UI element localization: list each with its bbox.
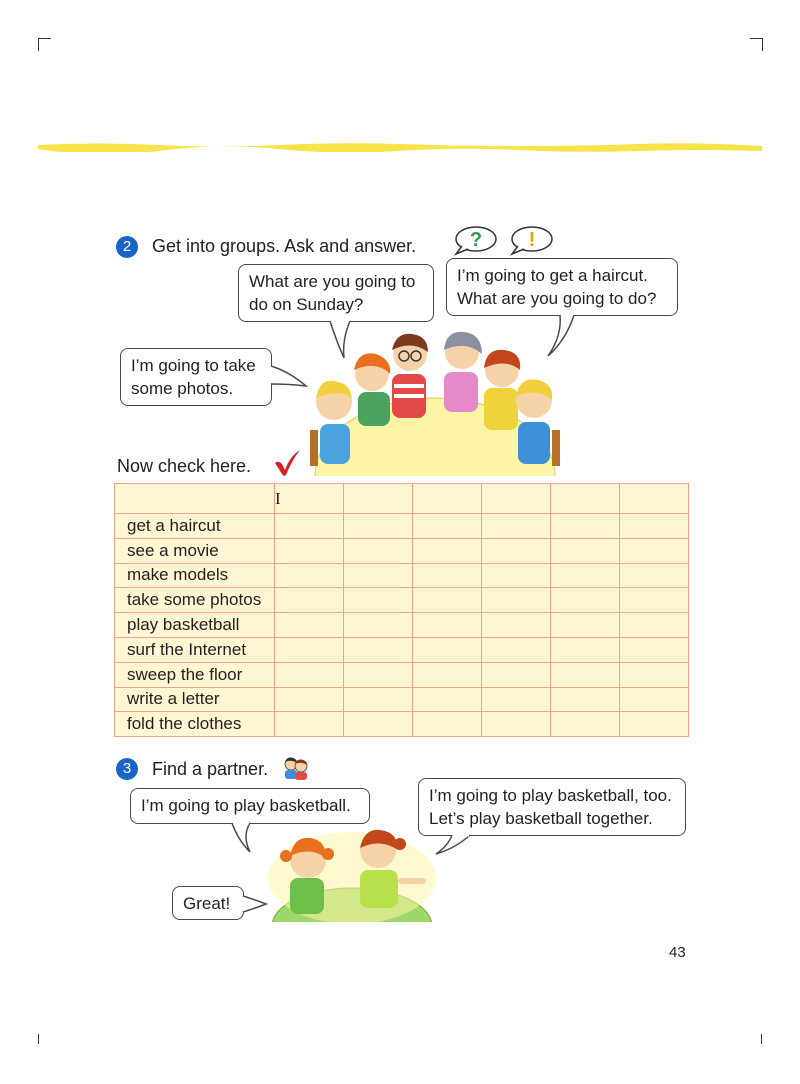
crop-mark-top-left: [38, 38, 51, 51]
check-cell[interactable]: [275, 687, 344, 712]
table-row: [115, 662, 689, 687]
speech-bubble-photos: I’m going to take some photos.: [120, 348, 272, 406]
table-header-cell: [482, 484, 551, 514]
table-header-cell: [620, 484, 689, 514]
activity-checklist-table: [114, 483, 689, 737]
check-cell[interactable]: [275, 563, 344, 588]
check-cell[interactable]: [413, 712, 482, 737]
activity-label: make models: [115, 563, 275, 588]
activity-label: write a letter: [115, 687, 275, 712]
header-stripe: [38, 140, 762, 152]
check-cell[interactable]: [344, 514, 413, 539]
table-row: [115, 588, 689, 613]
table-header-cell: [344, 484, 413, 514]
ask-answer-icons: [452, 224, 556, 258]
activity-label: take some photos: [115, 588, 275, 613]
check-cell[interactable]: [344, 687, 413, 712]
check-cell[interactable]: [344, 563, 413, 588]
check-cell[interactable]: [413, 588, 482, 613]
table-row: [115, 514, 689, 539]
crop-mark-bottom-right: [761, 1034, 762, 1044]
check-cell[interactable]: [620, 514, 689, 539]
activity-label: fold the clothes: [115, 712, 275, 737]
check-cell[interactable]: [344, 712, 413, 737]
group-kids-illustration: [300, 326, 570, 476]
question-bubble-icon: [456, 227, 496, 254]
exclamation-bubble-icon: [512, 227, 552, 254]
page-number: 43: [669, 944, 686, 961]
check-cell[interactable]: [551, 637, 620, 662]
section-2-instruction: Get into groups. Ask and answer.: [152, 236, 417, 256]
check-cell[interactable]: [482, 637, 551, 662]
check-cell[interactable]: [275, 613, 344, 638]
table-row: [115, 538, 689, 563]
svg-text:!: !: [528, 229, 536, 251]
checklist-prompt: Now check here.: [117, 456, 252, 476]
check-cell[interactable]: [344, 662, 413, 687]
check-cell[interactable]: [482, 662, 551, 687]
check-cell[interactable]: [413, 613, 482, 638]
check-cell[interactable]: [413, 662, 482, 687]
check-cell[interactable]: [413, 538, 482, 563]
check-cell[interactable]: [413, 563, 482, 588]
check-cell[interactable]: [620, 538, 689, 563]
activity-label: see a movie: [115, 538, 275, 563]
activity-label: play basketball: [115, 613, 275, 638]
check-cell[interactable]: [275, 637, 344, 662]
check-cell[interactable]: [620, 613, 689, 638]
speech-bubble-play-together: I’m going to play basketball, too. Let’s play basketball together.: [418, 778, 686, 836]
check-cell[interactable]: [482, 514, 551, 539]
activity-label: sweep the floor: [115, 662, 275, 687]
check-cell[interactable]: [482, 687, 551, 712]
table-header-row: [115, 484, 689, 514]
check-cell[interactable]: [551, 538, 620, 563]
table-row: [115, 687, 689, 712]
check-cell[interactable]: [551, 514, 620, 539]
check-cell[interactable]: [344, 637, 413, 662]
check-cell[interactable]: [551, 687, 620, 712]
check-cell[interactable]: [413, 637, 482, 662]
speech-bubble-great: Great!: [172, 886, 244, 920]
table-header-self-cell: I: [275, 484, 344, 514]
section-3-instruction: Find a partner.: [152, 759, 269, 779]
check-cell[interactable]: [413, 514, 482, 539]
table-row: [115, 563, 689, 588]
check-cell[interactable]: [344, 613, 413, 638]
check-cell[interactable]: [551, 662, 620, 687]
partners-illustration: [268, 826, 436, 922]
check-cell[interactable]: [551, 613, 620, 638]
check-cell[interactable]: [551, 588, 620, 613]
svg-text:?: ?: [469, 229, 483, 251]
section-2-number-badge: 2: [116, 236, 138, 258]
check-cell[interactable]: [620, 588, 689, 613]
speech-bubble-question: What are you going to do on Sunday?: [238, 264, 434, 322]
section-3-number-badge: 3: [116, 758, 138, 780]
check-cell[interactable]: [620, 637, 689, 662]
crop-mark-top-right: [750, 38, 763, 51]
check-cell[interactable]: [620, 687, 689, 712]
pair-icon: [283, 756, 309, 780]
speech-bubble-play-basketball: I’m going to play basketball.: [130, 788, 370, 824]
crop-mark-bottom-left: [38, 1034, 39, 1044]
table-row: [115, 613, 689, 638]
table-header-cell: [413, 484, 482, 514]
check-cell[interactable]: [482, 538, 551, 563]
check-cell[interactable]: [344, 588, 413, 613]
check-cell[interactable]: [620, 712, 689, 737]
check-cell[interactable]: [275, 514, 344, 539]
check-cell[interactable]: [275, 712, 344, 737]
check-cell[interactable]: [275, 662, 344, 687]
check-cell[interactable]: [551, 563, 620, 588]
table-row: [115, 712, 689, 737]
table-row: [115, 637, 689, 662]
activity-label: surf the Internet: [115, 637, 275, 662]
check-mark-icon: [272, 448, 302, 476]
check-cell[interactable]: [413, 687, 482, 712]
check-cell[interactable]: [620, 662, 689, 687]
check-cell[interactable]: [482, 613, 551, 638]
table-header-cell: [551, 484, 620, 514]
check-cell[interactable]: [482, 712, 551, 737]
check-cell[interactable]: [482, 563, 551, 588]
activity-label: get a haircut: [115, 514, 275, 539]
check-cell[interactable]: [620, 563, 689, 588]
table-header-activity-cell: [115, 484, 275, 514]
check-cell[interactable]: [275, 538, 344, 563]
speech-bubble-haircut: I’m going to get a haircut. What are you going to do?: [446, 258, 678, 316]
check-cell[interactable]: [344, 538, 413, 563]
check-cell[interactable]: [482, 588, 551, 613]
check-cell[interactable]: [275, 588, 344, 613]
check-cell[interactable]: [551, 712, 620, 737]
